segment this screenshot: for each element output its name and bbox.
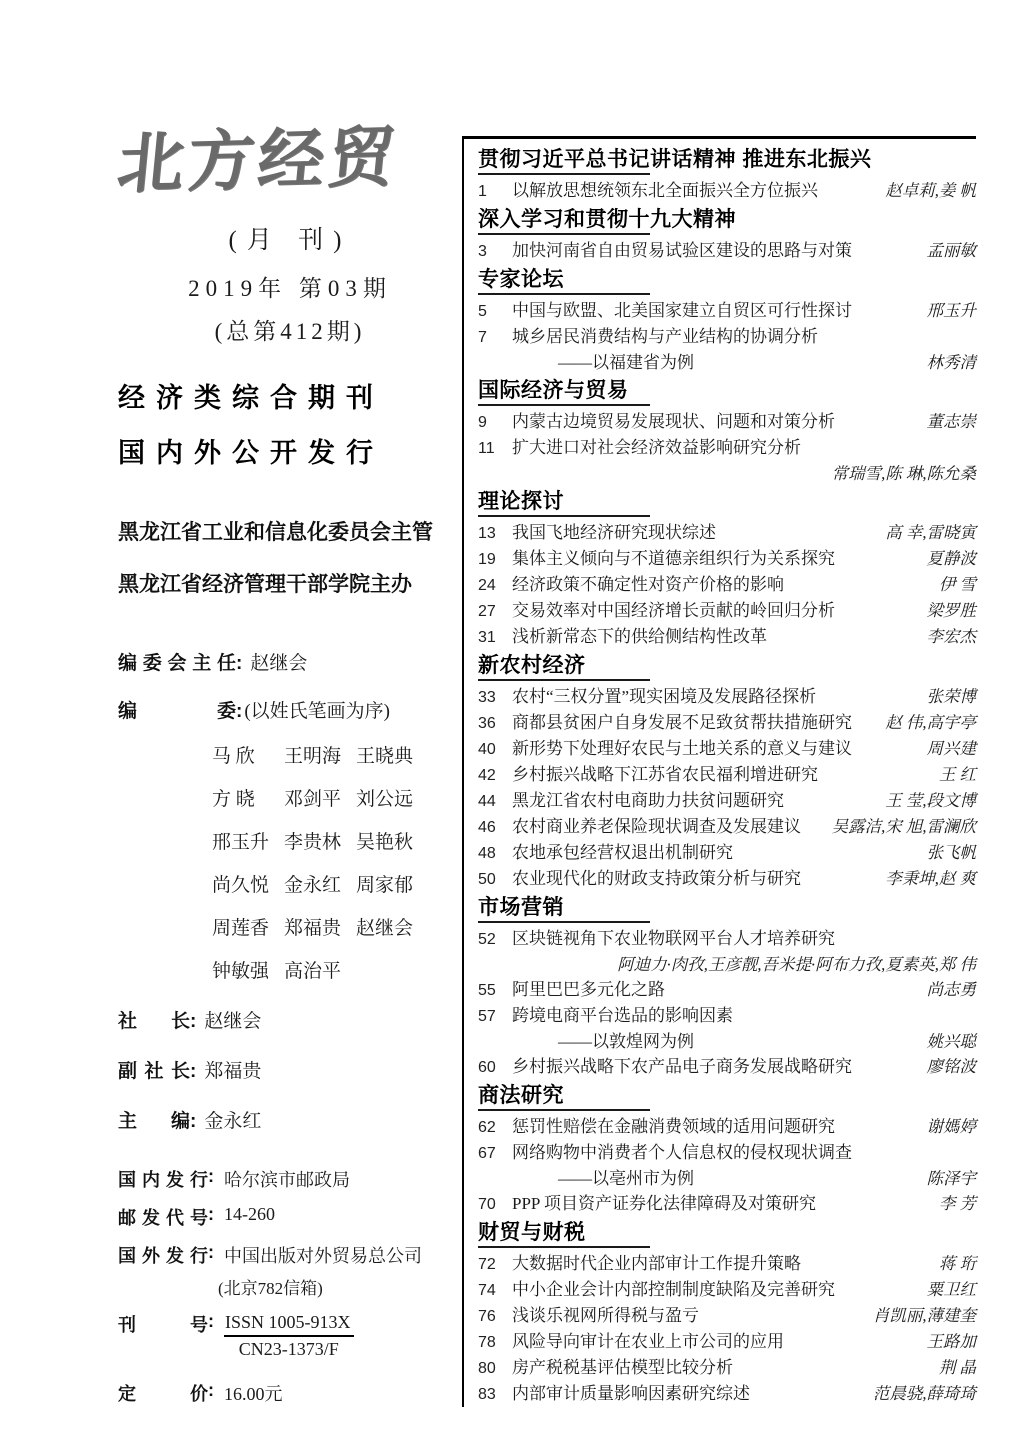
toc-section-title: 深入学习和贯彻十九大精神 <box>478 208 736 231</box>
toc-entry-page: 83 <box>478 1386 496 1403</box>
toc-entry-authors: 姚兴聪 <box>926 1032 976 1051</box>
toc-entry-authors: 赵卓莉,姜 帆 <box>885 181 976 200</box>
toc-entry-authors: 李 芳 <box>938 1194 976 1213</box>
toc-entry-authors: 李秉坤,赵 爽 <box>885 869 976 888</box>
toc-entry <box>478 1329 976 1355</box>
toc-entry-page: 36 <box>478 715 496 732</box>
toc-entry-page: 13 <box>478 525 496 542</box>
toc-entry-page: 27 <box>478 603 496 620</box>
toc-entry-title: 惩罚性赔偿在金融消费领域的适用问题研究 <box>512 1117 835 1136</box>
toc-entry-page: 42 <box>478 767 496 784</box>
toc-entry-title: 城乡居民消费结构与产业结构的协调分析 <box>512 327 818 346</box>
toc-section-title: 理论探讨 <box>478 490 564 513</box>
toc-entry <box>478 409 976 435</box>
toc-entry-title: 交易效率对中国经济增长贡献的岭回归分析 <box>512 601 835 620</box>
colon: : <box>190 1111 197 1132</box>
toc-entry-page: 67 <box>478 1145 496 1162</box>
toc-entry-title: 扩大进口对社会经济效益影响研究分析 <box>512 438 801 457</box>
toc-entry-page: 33 <box>478 689 496 706</box>
toc-sections <box>478 147 976 1407</box>
toc-entry-authors: 王 红 <box>938 765 976 784</box>
toc-entry-authors: 张荣博 <box>926 687 976 706</box>
toc-entry-authors: 夏静波 <box>926 549 976 568</box>
toc-entry-page: 46 <box>478 819 496 836</box>
toc-entry-authors: 林秀清 <box>926 353 976 372</box>
toc-entry-authors: 范晨骁,薛琦琦 <box>872 1384 976 1403</box>
journal-no-label: 刊号 <box>118 1315 208 1335</box>
toc-entry <box>478 520 976 546</box>
toc-entry <box>478 1140 976 1166</box>
toc-section-title: 商法研究 <box>478 1084 564 1107</box>
toc-entry-page: 19 <box>478 551 496 568</box>
toc-entry-authors: 尚志勇 <box>926 980 976 999</box>
volume-number: (总第412期) <box>214 319 366 344</box>
toc-entry-subtitle: ——以福建省为例 <box>558 353 694 372</box>
toc-entry <box>478 1381 976 1407</box>
colon: : <box>208 1380 214 1400</box>
toc-entry <box>478 572 976 598</box>
board-member: 金永红 <box>284 875 342 896</box>
price-row <box>118 1380 462 1406</box>
toc-section-title: 财贸与财税 <box>478 1221 586 1244</box>
toc-entry <box>478 324 976 350</box>
section-underline <box>478 515 650 517</box>
toc-entry <box>478 736 976 762</box>
toc-entry-page: 72 <box>478 1256 496 1273</box>
board-member: 李贵林 <box>284 832 342 853</box>
foreign-address: (北京782信箱) <box>218 1279 323 1298</box>
colon: : <box>208 1242 214 1262</box>
toc-entry-authors: 伊 雪 <box>938 575 976 594</box>
colon: : <box>208 1311 214 1331</box>
toc-entry-page: 1 <box>478 183 487 200</box>
toc-entry-page: 9 <box>478 414 487 431</box>
toc-entry <box>478 238 976 264</box>
toc-entry <box>478 1054 976 1080</box>
section-underline <box>478 1109 650 1111</box>
toc-entry-authors: 粟卫红 <box>926 1280 976 1299</box>
toc-entry-page: 52 <box>478 931 496 948</box>
toc-entry-subtitle: ——以亳州市为例 <box>558 1169 694 1188</box>
issn-cn-fraction <box>224 1311 354 1360</box>
colon: : <box>236 701 243 722</box>
toc-entry-authors-line <box>478 461 976 486</box>
toc-entry-subtitle-line <box>478 1029 976 1054</box>
toc-entry <box>478 1303 976 1329</box>
toc-entry-page: 78 <box>478 1334 496 1351</box>
chief-name: 赵继会 <box>250 653 308 674</box>
toc-entry <box>478 788 976 814</box>
section-underline <box>478 233 650 235</box>
domestic-distribution-row <box>118 1166 462 1192</box>
toc-entry-authors: 周兴建 <box>926 739 976 758</box>
editor-label: 主编 <box>118 1111 190 1132</box>
board-member: 王晓典 <box>356 746 414 767</box>
toc-entry-authors: 邢玉升 <box>926 301 976 320</box>
cn-number: CN23-1373/F <box>238 1338 339 1359</box>
section-underline <box>478 921 650 923</box>
toc-entry-page: 76 <box>478 1308 496 1325</box>
organizer-line: 黑龙江省经济管理干部学院主办 <box>118 573 412 596</box>
board-member: 钟敏强 <box>212 961 270 982</box>
toc-entry-subtitle-line <box>478 350 976 375</box>
toc-entry-title: 跨境电商平台选品的影响因素 <box>512 1006 733 1025</box>
toc-entry <box>478 814 976 840</box>
toc-section-title: 新农村经济 <box>478 654 586 677</box>
section-underline <box>478 293 650 295</box>
toc-entry-title: 内部审计质量影响因素研究综述 <box>512 1384 750 1403</box>
toc-entry-authors: 常瑞雪,陈 琳,陈允桑 <box>831 464 976 483</box>
toc-section-title: 国际经济与贸易 <box>478 379 629 402</box>
toc-section <box>478 1083 976 1217</box>
president-row <box>118 1006 462 1033</box>
toc-entry-title: 网络购物中消费者个人信息权的侵权现状调查 <box>512 1143 852 1162</box>
foreign-label: 国外发行 <box>118 1246 208 1266</box>
board-note: (以姓氏笔画为序) <box>244 701 390 722</box>
price-value: 16.00元 <box>224 1384 283 1404</box>
foreign-value: 中国出版对外贸易总公司 <box>224 1246 422 1266</box>
toc-entry-authors: 董志崇 <box>926 412 976 431</box>
toc-entry-title: 商都县贫困户自身发展不足致贫帮扶措施研究 <box>512 713 852 732</box>
toc-entry-title: 风险导向审计在农业上市公司的应用 <box>512 1332 784 1351</box>
toc-entry <box>478 1191 976 1217</box>
toc-entry-page: 5 <box>478 303 487 320</box>
toc-entry-title: 浅谈乐视网所得税与盈亏 <box>512 1306 699 1325</box>
supervisor-line: 黑龙江省工业和信息化委员会主管 <box>118 521 433 544</box>
toc-entry <box>478 684 976 710</box>
toc-entry <box>478 710 976 736</box>
vice-president-label: 副社长 <box>118 1061 190 1082</box>
toc-entry-page: 40 <box>478 741 496 758</box>
toc-section <box>478 207 976 264</box>
postal-code-row <box>118 1204 462 1230</box>
editorial-board-row <box>118 696 462 723</box>
board-member: 周家郁 <box>356 875 414 896</box>
toc-entry-page: 24 <box>478 577 496 594</box>
price-label: 定价 <box>118 1384 208 1404</box>
toc-section <box>478 1220 976 1407</box>
toc-entry-authors: 荆 晶 <box>938 1358 976 1377</box>
vice-president-row <box>118 1056 462 1083</box>
toc-entry-page: 50 <box>478 871 496 888</box>
toc-entry-authors: 张飞帆 <box>926 843 976 862</box>
frequency-label: (月 刊) <box>228 227 352 254</box>
toc-entry-title: 我国飞地经济研究现状综述 <box>512 523 716 542</box>
toc-entry-title: 区块链视角下农业物联网平台人才培养研究 <box>512 929 835 948</box>
toc-section <box>478 895 976 1080</box>
toc-entry-page: 31 <box>478 629 496 646</box>
section-underline <box>478 1246 650 1248</box>
president-label: 社长 <box>118 1011 190 1032</box>
toc-entry-authors: 阿迪力·肉孜,王彦靓,吾米提·阿布力孜,夏素英,郑 伟 <box>617 955 976 974</box>
toc-entry-authors: 高 幸,雷晓寅 <box>885 523 976 542</box>
board-member: 赵继会 <box>356 918 414 939</box>
toc-entry-title: 乡村振兴战略下农产品电子商务发展战略研究 <box>512 1057 852 1076</box>
issue-number: 2019年 第03期 <box>188 276 392 301</box>
toc-entry-authors: 王 莹,段文博 <box>885 791 976 810</box>
toc-entry <box>478 977 976 1003</box>
toc-section-title: 专家论坛 <box>478 268 564 291</box>
board-member: 刘公远 <box>356 789 414 810</box>
issn-number: ISSN 1005-913X <box>224 1311 354 1337</box>
toc-entry <box>478 298 976 324</box>
toc-entry-page: 74 <box>478 1282 496 1299</box>
toc-entry-title: 农业现代化的财政支持政策分析与研究 <box>512 869 801 888</box>
toc-section <box>478 267 976 375</box>
postal-value: 14-260 <box>224 1204 275 1224</box>
board-label: 编委 <box>118 701 236 722</box>
board-member: 邢玉升 <box>212 832 270 853</box>
toc-entry <box>478 762 976 788</box>
colon: : <box>236 653 243 674</box>
domestic-label: 国内发行 <box>118 1170 208 1190</box>
toc-entry <box>478 1114 976 1140</box>
toc-entry <box>478 1003 976 1029</box>
board-member: 周莲香 <box>212 918 270 939</box>
officer-rows <box>118 1006 462 1133</box>
toc-entry-page: 80 <box>478 1360 496 1377</box>
board-member: 尚久悦 <box>212 875 270 896</box>
journal-number-row <box>118 1311 462 1360</box>
toc-entry <box>478 1277 976 1303</box>
toc-section-title: 市场营销 <box>478 896 564 919</box>
toc-section <box>478 147 976 204</box>
foreign-distribution-row <box>118 1242 462 1268</box>
section-underline <box>478 679 650 681</box>
toc-entry-title: 集体主义倾向与不道德亲组织行为关系探究 <box>512 549 835 568</box>
toc-entry-title: 大数据时代企业内部审计工作提升策略 <box>512 1254 801 1273</box>
toc-entry <box>478 624 976 650</box>
toc-entry-title: 农村商业养老保险现状调查及发展建议 <box>512 817 801 836</box>
toc-entry-page: 62 <box>478 1119 496 1136</box>
toc-entry-subtitle: ——以敦煌网为例 <box>558 1032 694 1051</box>
toc-entry-title: 内蒙古边境贸易发展现状、问题和对策分析 <box>512 412 835 431</box>
toc-entry-title: 农地承包经营权退出机制研究 <box>512 843 733 862</box>
toc-entry-page: 44 <box>478 793 496 810</box>
toc-entry-page: 70 <box>478 1196 496 1213</box>
president-name: 赵继会 <box>204 1011 262 1032</box>
toc-entry <box>478 546 976 572</box>
toc-entry <box>478 840 976 866</box>
toc-entry <box>478 435 976 461</box>
editor-row <box>118 1106 462 1133</box>
toc-entry-authors: 廖铭波 <box>926 1057 976 1076</box>
toc-entry-title: PPP 项目资产证券化法律障碍及对策研究 <box>512 1194 816 1213</box>
editorial-chief-row <box>118 648 462 675</box>
toc-entry-title: 中国与欧盟、北美国家建立自贸区可行性探讨 <box>512 301 852 320</box>
table-of-contents <box>462 136 976 1407</box>
postal-label: 邮发代号 <box>118 1208 208 1228</box>
toc-section-title: 贯彻习近平总书记讲话精神 推进东北振兴 <box>478 148 872 171</box>
tagline-distribution: 国内外公开发行 <box>118 438 384 468</box>
board-member: 吴艳秋 <box>356 832 414 853</box>
toc-entry <box>478 1251 976 1277</box>
toc-entry-authors: 陈泽宇 <box>926 1169 976 1188</box>
toc-section <box>478 378 976 486</box>
toc-entry-title: 以解放思想统领东北全面振兴全方位振兴 <box>512 181 818 200</box>
publication-info-block <box>118 1154 462 1406</box>
colon: : <box>190 1061 197 1082</box>
toc-entry-title: 房产税税基评估模型比较分析 <box>512 1358 733 1377</box>
toc-entry-authors: 肖凯丽,薄建奎 <box>872 1306 976 1325</box>
toc-entry-page: 3 <box>478 243 487 260</box>
toc-entry-authors: 梁罗胜 <box>926 601 976 620</box>
toc-entry-title: 新形势下处理好农民与土地关系的意义与建议 <box>512 739 852 758</box>
toc-entry-page: 7 <box>478 329 487 346</box>
toc-entry-title: 农村“三权分置”现实困境及发展路径探析 <box>512 687 817 706</box>
toc-entry <box>478 178 976 204</box>
chief-label: 编委会主任 <box>118 653 236 674</box>
masthead-panel <box>114 121 462 1133</box>
toc-entry-page: 48 <box>478 845 496 862</box>
toc-entry-page: 60 <box>478 1059 496 1076</box>
board-member: 邓剑平 <box>284 789 342 810</box>
toc-entry-page: 11 <box>478 440 495 457</box>
toc-entry-page: 55 <box>478 982 496 999</box>
toc-entry-page: 57 <box>478 1008 496 1025</box>
board-member: 高治平 <box>284 961 342 982</box>
colon: : <box>190 1011 197 1032</box>
toc-entry-title: 浅析新常态下的供给侧结构性改革 <box>512 627 767 646</box>
toc-entry-authors: 谢媽婷 <box>926 1117 976 1136</box>
toc-entry-authors: 蒋 珩 <box>938 1254 976 1273</box>
board-member: 马 欣 <box>212 746 255 767</box>
editorial-board-block <box>118 648 462 1133</box>
toc-entry-authors: 赵 伟,高宇亭 <box>885 713 976 732</box>
toc-section <box>478 489 976 650</box>
board-member: 郑福贵 <box>284 918 342 939</box>
toc-entry-authors-line <box>478 952 976 977</box>
toc-entry-authors: 孟丽敏 <box>926 241 976 260</box>
toc-entry-authors: 李宏杰 <box>926 627 976 646</box>
vice-president-name: 郑福贵 <box>204 1061 262 1082</box>
toc-entry-title: 经济政策不确定性对资产价格的影响 <box>512 575 784 594</box>
section-underline <box>478 404 650 406</box>
board-member: 方 晓 <box>212 789 255 810</box>
colon: : <box>208 1166 214 1186</box>
journal-logo: 北方经贸 <box>114 121 402 202</box>
toc-entry-title: 中小企业会计内部控制制度缺陷及完善研究 <box>512 1280 835 1299</box>
section-underline <box>478 173 650 175</box>
tagline-category: 经济类综合期刊 <box>118 383 384 413</box>
toc-entry-title: 加快河南省自由贸易试验区建设的思路与对策 <box>512 241 852 260</box>
toc-section <box>478 653 976 892</box>
toc-entry-title: 阿里巴巴多元化之路 <box>512 980 665 999</box>
toc-entry-authors: 吴露洁,宋 旭,雷澜欣 <box>831 817 976 836</box>
board-members <box>212 741 462 983</box>
toc-entry-title: 黑龙江省农村电商助力扶贫问题研究 <box>512 791 784 810</box>
colon: : <box>208 1204 214 1224</box>
toc-entry <box>478 598 976 624</box>
domestic-value: 哈尔滨市邮政局 <box>224 1170 350 1190</box>
toc-entry <box>478 1355 976 1381</box>
toc-entry <box>478 866 976 892</box>
editor-name: 金永红 <box>204 1111 262 1132</box>
toc-entry <box>478 926 976 952</box>
toc-entry-authors: 王路加 <box>926 1332 976 1351</box>
board-member: 王明海 <box>284 746 342 767</box>
toc-entry-subtitle-line <box>478 1166 976 1191</box>
toc-entry-title: 乡村振兴战略下江苏省农民福利增进研究 <box>512 765 818 784</box>
